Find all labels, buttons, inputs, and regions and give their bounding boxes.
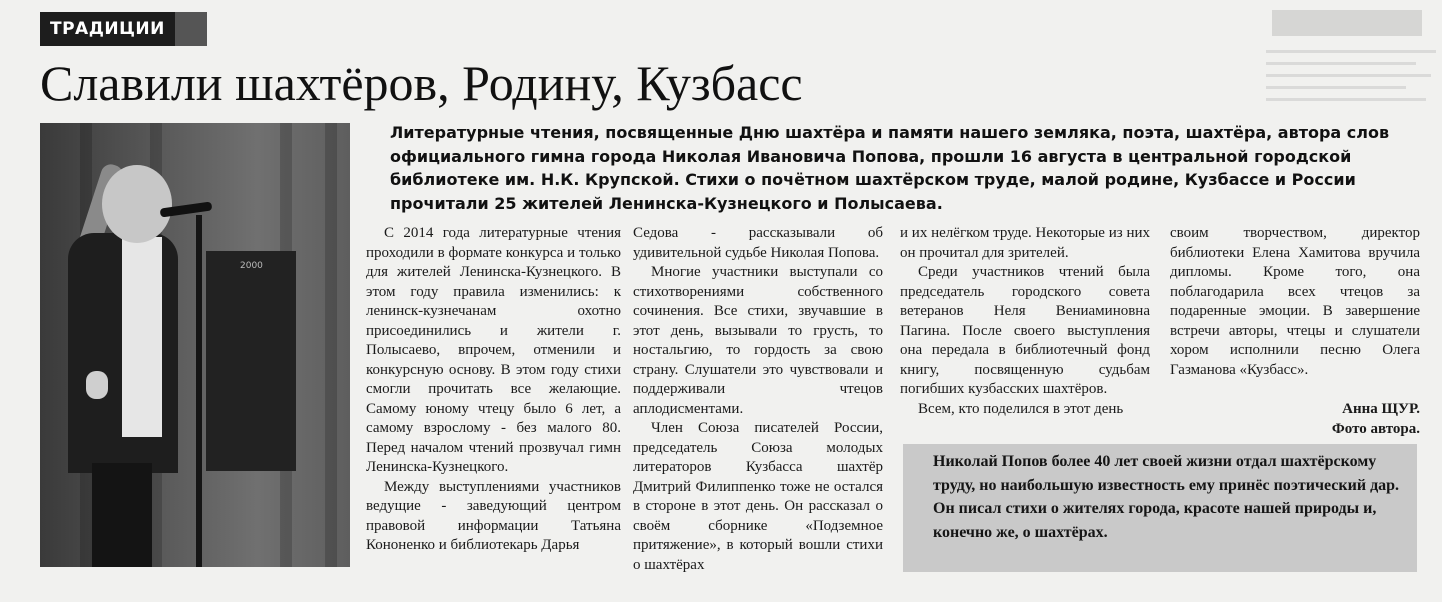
text-column-2 bbox=[633, 224, 883, 575]
pull-quote-box bbox=[903, 444, 1417, 572]
adjacent-line bbox=[1266, 50, 1436, 53]
girl-hand bbox=[86, 371, 108, 399]
text-column-1 bbox=[366, 224, 621, 556]
adjacent-line bbox=[1266, 74, 1431, 77]
paragraph: Среди участников чтений была председатель городского совета ветеранов Неля Вениаминовна Пагина. После своего выступления она передала в библиотечный фонд книгу, посвященную судьбам погибших кузбасских шахтёров. bbox=[900, 264, 1150, 397]
byline-author: Анна ЩУР. bbox=[1342, 401, 1420, 417]
paragraph: Член Союза писателей России, председатель Союза молодых литераторов Кузбасса шахтёр Дмитрий Филиппенко тоже не остался в стороне в этот день. Он рассказал о своём сборнике «Подземное притяжение», в который вошли стихи о шахтёрах bbox=[633, 420, 883, 573]
rubric-label: ТРАДИЦИИ bbox=[40, 12, 175, 46]
paragraph: своим творчеством, директор библиотеки Елена Хамитова вручила дипломы. Кроме того, она поблагодарила всех чтецов за подаренные эмоции. В завершение встречи авторы, чтецы и слушатели хором исполнили песню Олега Газманова «Кузбасс». bbox=[1170, 225, 1420, 378]
byline-photo-credit: Фото автора. bbox=[1331, 420, 1420, 437]
speaker-label: 2000 bbox=[240, 261, 263, 271]
girl-legs bbox=[92, 463, 152, 567]
girl-head bbox=[102, 165, 172, 243]
pull-quote-text: Николай Попов более 40 лет своей жизни отдал шахтёрскому труду, но наибольшую известность ему принёс поэтический дар. Он писал стихи о жителях города, красоте нашей природы и, конечно же, о шахтёрах. bbox=[933, 453, 1400, 541]
byline bbox=[1170, 400, 1420, 439]
girl-shirt bbox=[122, 237, 162, 437]
paragraph: Седова - рассказывали об удивительной судьбе Николая Попова. bbox=[633, 225, 883, 261]
rubric-square bbox=[175, 12, 207, 46]
article-headline: Славили шахтёров, Родину, Кузбасс bbox=[40, 55, 803, 111]
adjacent-rubric-blob bbox=[1272, 10, 1422, 36]
paragraph: Всем, кто поделился в этот день bbox=[918, 400, 1124, 417]
curtain-fold bbox=[325, 123, 337, 567]
paragraph: Между выступлениями участников ведущие - заведующий центром правовой информации Татьяна Кононенко и библиотекарь Дарья bbox=[366, 478, 621, 553]
adjacent-page-fragment bbox=[1266, 0, 1442, 120]
adjacent-line bbox=[1266, 98, 1426, 101]
paragraph: и их нелёгком труде. Некоторые из них он прочитал для зрителей. bbox=[900, 225, 1150, 261]
paragraph: С 2014 года литературные чтения проходили в формате конкурса и только для жителей Ленинска-Кузнецкого. В этом году правила изменились: к ленинск-кузнечанам охотно присоединились и жители г. Полысаево, впрочем, отменили и конкурсную основу. В этом году стихи смогли прочитать все желающие. Самому юному чтецу было 6 лет, а самому взрослому - без малого 80. Перед началом чтений прозвучал гимн Ленинска-Кузнецкого. bbox=[366, 225, 621, 475]
paragraph: Многие участники выступали со стихотворениями собственного сочинения. Все стихи, звучавшие в этот день, вызывали то грусть, то ностальгию, то гордость за свою страну. Слушатели это чувствовали и поддерживали чтецов аплодисментами. bbox=[633, 264, 883, 417]
adjacent-line bbox=[1266, 86, 1406, 89]
article-lead: Литературные чтения, посвященные Дню шахтёра и памяти нашего земляка, поэта, шахтёра, автора слов официального гимна города Николая Ивановича Попова, прошли 16 августа в центральной городской библиотеке им. Н.К. Крупской. Стихи о почётном шахтёрском труде, малой родине, Кузбассе и России прочитали 25 жителей Ленинска-Кузнецкого и Полысаева. bbox=[390, 123, 1390, 213]
text-column-3 bbox=[900, 224, 1150, 419]
mic-stand bbox=[196, 215, 202, 567]
speaker-box bbox=[206, 251, 296, 471]
text-column-4 bbox=[1170, 224, 1420, 380]
adjacent-line bbox=[1266, 62, 1416, 65]
article-photo bbox=[40, 123, 350, 567]
